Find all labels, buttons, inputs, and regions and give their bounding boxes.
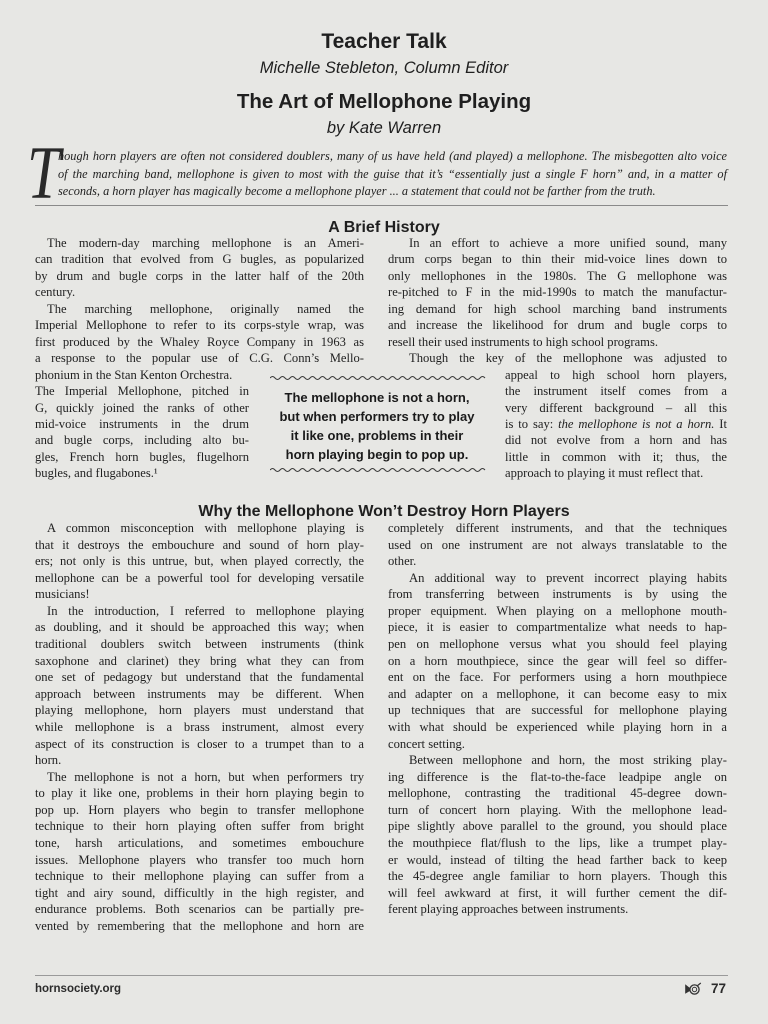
text-line: on a horn mouthpiece, since the gear will feel so differ- — [388, 653, 727, 668]
text-line: The marching mellophone, originally named the — [47, 301, 364, 316]
text-line: musicians! — [35, 587, 90, 602]
text-line: mellophone can be a powerful tool for developing versatile — [35, 570, 364, 585]
text-line: very different background – all this — [505, 400, 727, 415]
text-line: used on one instrument are not always translatable to the — [388, 537, 727, 552]
emphasis-text: the mellophone is not a horn. — [558, 416, 715, 431]
text-line: approach between instruments may be different. When — [35, 686, 364, 701]
text-line: pen on mellophone versus what you should feel playing — [388, 637, 727, 652]
footer-divider — [35, 975, 728, 976]
drop-cap: T — [27, 131, 61, 214]
text-line: endurance problems. Both scenarios can be partially pre- — [35, 902, 364, 917]
pull-quote-wave-top — [270, 375, 487, 381]
text-line: ers; not only is this untrue, but, when played correctly, the — [35, 554, 364, 569]
intro-paragraph — [58, 148, 727, 201]
text-line: tight and airy sound, difficultly in the high register, and — [35, 885, 364, 900]
text-line — [505, 416, 727, 432]
text-line: up techniques that are successful for mellophone playing — [388, 703, 727, 718]
text-line: little in common with it; thus, the — [505, 449, 727, 464]
text-line: traditional doublers switch between instruments (think — [35, 637, 364, 652]
text-line: ferent playing approaches between instruments. — [388, 902, 629, 917]
horn-icon — [684, 981, 702, 997]
text-line: ing difference is the flat-to-the-face leadpipe angle on — [388, 769, 727, 784]
text-line: century. — [35, 285, 76, 300]
text-line: bugles, and flugabones.¹ — [35, 466, 158, 481]
text-line: as doubling, and it should be approached this way; when — [35, 620, 364, 635]
text-line: turn of concert horn playing. With the mellophone lead- — [388, 802, 727, 817]
text-line: G, quickly joined the ranks of other — [35, 400, 249, 415]
text-line: The mellophone is not a horn, but when performers try — [47, 769, 364, 784]
text-line: pop up. Horn players who begin to transfer mellophone — [35, 802, 364, 817]
column-editor: Michelle Stebleton, Column Editor — [259, 59, 509, 77]
text-line: horn. — [35, 753, 62, 768]
history-left-column-wrap — [35, 383, 249, 482]
history-right-column — [388, 235, 727, 367]
text-line: hough horn players are often not considered doublers, many of us have held (and played) a mellophone. The misbegotten alto voice — [58, 149, 727, 163]
text-line: issues. Mellophone players who transfer too much horn — [35, 852, 364, 867]
text-line: The modern-day marching mellophone is an Ameri- — [47, 236, 364, 250]
text-line: In the introduction, I referred to mellophone playing — [47, 603, 364, 618]
why-right-column — [388, 520, 727, 918]
text-line: In an effort to achieve a more unified sound, many — [409, 236, 727, 250]
text-line: technique to their mellophone playing can suffer from a — [35, 869, 364, 884]
text-line: ing demand for high school marching band instruments — [388, 301, 727, 316]
pull-quote-line: horn playing begin to pop up. — [285, 447, 469, 462]
text-line: the instrument itself comes from a — [505, 384, 727, 399]
text-line: will feel awkward at first, it will further cement the dif- — [388, 885, 727, 900]
text-line: saxophone and clarinet) they bring what they can from — [35, 653, 364, 668]
text-line: other. — [388, 554, 417, 569]
text-line: The Imperial Mellophone, pitched in — [35, 384, 249, 399]
text-segment: is to say: — [505, 416, 559, 431]
pull-quote-line: it like one, problems in their — [290, 428, 464, 443]
history-right-column-wrap — [505, 367, 727, 482]
text-line: by drum and bugle corps in the latter half of the 20th — [35, 268, 364, 283]
wave-line — [270, 377, 485, 380]
text-line: approach to playing it must reflect that. — [505, 466, 704, 481]
pull-quote-wave-bottom — [270, 467, 487, 473]
text-line: first produced by the Whaley Royce Company in 1963 as — [35, 334, 364, 349]
text-line: An additional way to prevent incorrect playing habits — [409, 570, 727, 585]
text-line: drum corps began to thin their mid-voice lines down to — [388, 252, 727, 267]
text-line: while mellophone is a brass instrument, almost every — [35, 719, 364, 734]
text-line: technique to their horn playing often suffer from bright — [35, 819, 364, 834]
text-line: er would, instead of tilting the head farther back to keep — [388, 852, 727, 867]
text-segment: It — [714, 416, 727, 431]
text-line: Imperial Mellophone to refer to its corps-style wrap, was — [35, 318, 364, 333]
text-line: mid-voice instruments in the drum — [35, 416, 249, 431]
text-line: and bugle corps, including alto bu- — [35, 433, 249, 448]
text-line: Between mellophone and horn, the most striking play- — [409, 753, 727, 768]
text-line: one set of pedagogy but understand that the fundamental — [35, 670, 364, 685]
text-line: that it destroys the embouchure and sound of horn play- — [35, 537, 364, 552]
intro-divider — [35, 205, 728, 206]
text-line: pipe slightly above parallel to the ground, you should place — [388, 819, 727, 834]
text-line: resell their used instruments to high school programs. — [388, 334, 659, 349]
text-line: proper equipment. When playing on a mellophone mouth- — [388, 603, 727, 618]
text-line: ent on the face. For performers using a horn mouthpiece — [388, 670, 727, 685]
text-line: completely different instruments, and that the techniques — [388, 521, 727, 535]
text-line: phonium in the Stan Kenton Orchestra. — [35, 367, 233, 382]
why-left-column — [35, 520, 364, 934]
text-line: and adapter on a mellophone, it can become easy to mix — [388, 686, 727, 701]
pull-quote — [262, 388, 492, 464]
page-number: 77 — [710, 981, 726, 996]
section-heading-history: A Brief History — [328, 219, 440, 236]
pull-quote-line: but when performers try to play — [279, 409, 475, 424]
text-line: of the marching band, mellophone is given to most with the guise that it’s “essentially just a single F horn” and, in a matter of — [58, 166, 727, 181]
wave-line — [270, 469, 485, 472]
text-line: seconds, a horn player has magically become a mellophone player ... a statement that could not be farther from the truth. — [58, 184, 656, 198]
text-line: A common misconception with mellophone playing is — [47, 521, 364, 535]
text-line: with what should be experienced while playing horn in a — [388, 719, 727, 734]
text-line: from transferring between instruments is by using the — [388, 587, 727, 602]
text-line: a response to the popular use of C.G. Conn’s Mello- — [35, 351, 364, 366]
article-title: The Art of Mellophone Playing — [236, 90, 532, 113]
text-line: vented by remembering that the mellophone and horn are — [35, 918, 364, 933]
article-byline: by Kate Warren — [326, 119, 442, 137]
text-line: mellophone, contrasting the traditional 45-degree down- — [388, 786, 727, 801]
text-line: re-pitched to F in the mid-1990s to match the manufactur- — [388, 285, 727, 300]
text-line: can tradition that evolved from G bugles, as popularized — [35, 252, 364, 267]
text-line: did not evolve from a horn and has — [505, 433, 727, 448]
text-line: Though the key of the mellophone was adjusted to — [409, 351, 727, 366]
text-line: aspect of its construction is closer to a trumpet than to a — [35, 736, 364, 751]
section-heading-why: Why the Mellophone Won’t Destroy Horn Players — [198, 503, 570, 520]
column-title: Teacher Talk — [321, 30, 447, 53]
footer-site-url: hornsociety.org — [35, 983, 122, 995]
pull-quote-line: The mellophone is not a horn, — [284, 390, 470, 405]
text-line: to play it like one, problems in their horn playing begin to — [35, 786, 364, 801]
text-line: tone, harsh articulations, and sometimes embouchure — [35, 835, 364, 850]
text-line: the 45-degree angle familiar to horn players. Though this — [388, 869, 727, 884]
text-line: and increase the likelihood for drum and bugle corps to — [388, 318, 727, 333]
text-line: piece, it is easier to compartmentalize what needs to hap- — [388, 620, 727, 635]
text-line: appeal to high school horn players, — [505, 367, 727, 382]
text-line: gles, French horn bugles, flugelhorn — [35, 449, 249, 464]
text-line: concert setting. — [388, 736, 465, 751]
history-left-column — [35, 235, 364, 383]
text-line: playing mellophone, horn players must understand that — [35, 703, 364, 718]
text-line: only mellophones in the 1980s. The G mellophone was — [388, 268, 727, 283]
text-line: the mouthpiece flat/flush to the lips, like a trumpet play- — [388, 835, 727, 850]
